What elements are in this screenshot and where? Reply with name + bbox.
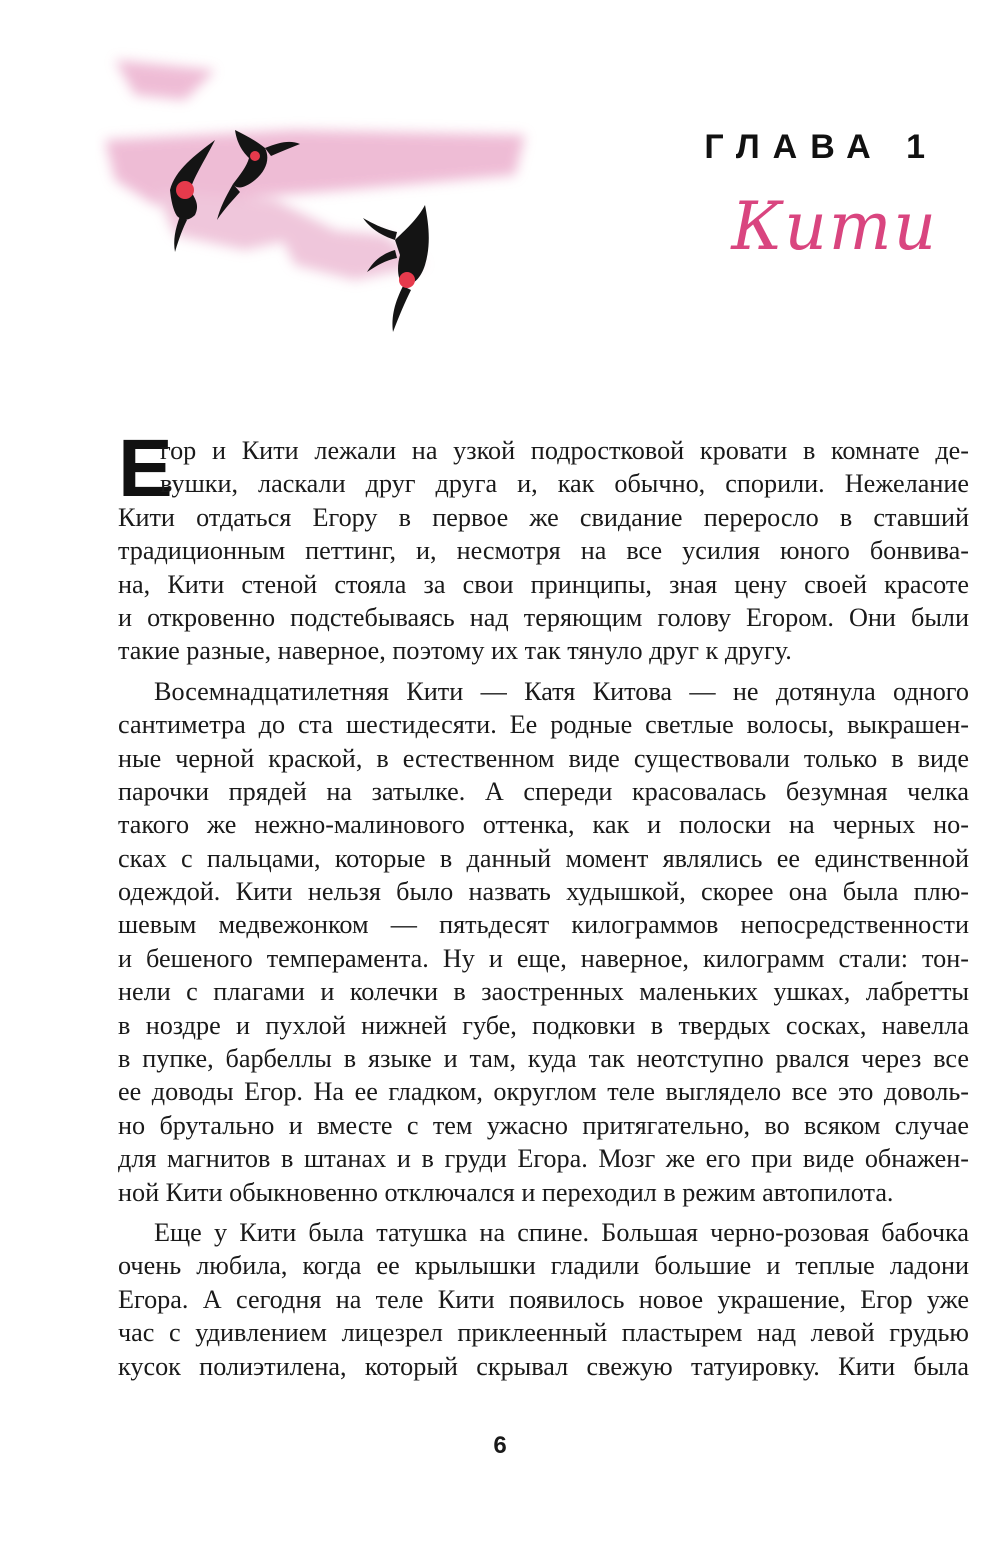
- text-line: сантиметра до ста шестидесяти. Ее родные светлые волосы, выкрашен-: [118, 710, 969, 740]
- text-line: в ноздре и пухлой нижней губе, подковки в твердых сосках, навелла: [118, 1010, 969, 1040]
- text-line: парочки прядей на затылке. А спереди красовалась безумная челка: [118, 776, 969, 806]
- text-line: очень любила, когда ее крылышки гладили большие и теплые ладони: [118, 1251, 969, 1281]
- page-number: 6: [493, 1432, 507, 1459]
- text-line: кусок полиэтилена, который скрывал свежую татуировку. Кити была: [118, 1351, 969, 1381]
- text-line: шевым медвежонком — пятьдесят килограммов непосредственности: [118, 910, 969, 940]
- swallows-illustration: [95, 40, 545, 350]
- text-line: но брутально и вместе с тем ужасно притягательно, во всяком случае: [118, 1110, 969, 1140]
- text-line: такого же нежно-малинового оттенка, как и полоски на черных но-: [118, 810, 969, 840]
- swallow-left-throat: [176, 181, 194, 199]
- text-line: и откровенно подстебываясь над теряющим голову Егором. Они были: [118, 602, 969, 632]
- text-line: такие разные, наверное, поэтому их так тянуло друг к другу.: [118, 636, 792, 666]
- body-text: [118, 423, 969, 1383]
- text-line: час с удивлением лицезрел приклеенный пластырем над левой грудью: [118, 1318, 969, 1348]
- text-line: вушки, ласкали друг друга и, как обычно, спорили. Нежелание: [160, 469, 969, 499]
- chapter-title: Кити: [731, 188, 938, 265]
- swallows-illustration-svg: [95, 40, 545, 350]
- text-line: ные черной краской, в естественном виде существовали только в виде: [118, 743, 969, 773]
- text-line: Еще у Кити была татушка на спине. Большая черно-розовая бабочка: [154, 1217, 969, 1247]
- text-line: для магнитов в штанах и в груди Егора. Мозг же его при виде обнажен-: [118, 1144, 969, 1174]
- paragraph-2: [118, 675, 969, 1209]
- paragraph-1: [118, 423, 969, 668]
- text-line: и бешеного темперамента. Ну и еще, наверное, килограмм стали: тон-: [118, 943, 969, 973]
- text-line: Восемнадцатилетняя Кити — Катя Китова — не дотянула одного: [154, 676, 969, 706]
- text-line: традиционным петтинг, и, несмотря на все усилия юного бонвива-: [118, 536, 969, 566]
- text-line: ной Кити обыкновенно отключался и переходил в режим автопилота.: [118, 1177, 894, 1207]
- text-line: одеждой. Кити нельзя было назвать худышкой, скорее она была плю-: [118, 877, 969, 907]
- text-line: ее доводы Егор. На ее гладком, округлом теле выглядело все это доволь-: [118, 1077, 969, 1107]
- text-line: на, Кити стеной стояла за свои принципы, зная цену своей красоте: [118, 569, 969, 599]
- text-line: сках с пальцами, которые в данный момент являлись ее единственной: [118, 843, 969, 873]
- drop-cap: Е: [118, 423, 173, 514]
- text-line: Кити отдаться Егору в первое же свидание переросло в ставший: [118, 502, 969, 532]
- text-line: гор и Кити лежали на узкой подростковой кровати в комнате де-: [160, 436, 969, 465]
- text-line: в пупке, барбеллы в языке и там, куда так неотступно рвался через все: [118, 1044, 969, 1074]
- text-line: нели с плагами и колечки в заостренных маленьких ушках, лабретты: [118, 977, 969, 1007]
- chapter-label: ГЛАВА 1: [704, 128, 938, 166]
- paragraph-3: [118, 1216, 969, 1383]
- text-line: Егора. А сегодня на теле Кити появилось новое украшение, Егор уже: [118, 1284, 969, 1314]
